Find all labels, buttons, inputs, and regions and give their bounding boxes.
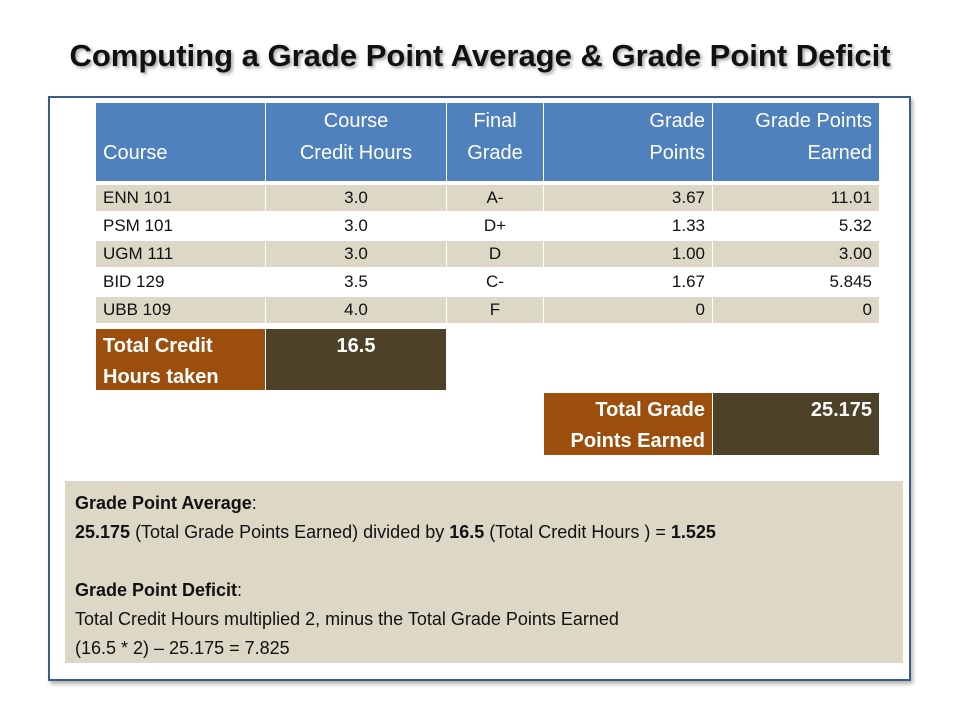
cell-course: UBB 109 xyxy=(96,297,265,323)
gpa-heading-line: Grade Point Average: xyxy=(75,493,257,513)
cell-course: ENN 101 xyxy=(96,185,265,211)
total-points-label: Total Grade Points Earned xyxy=(544,393,712,455)
cell-credit-hours: 3.0 xyxy=(266,185,446,211)
cell-course: UGM 111 xyxy=(96,241,265,267)
cell-grade-points: 3.67 xyxy=(544,185,712,211)
cell-grade-points: 1.67 xyxy=(544,269,712,295)
cell-grade-points-earned: 11.01 xyxy=(713,185,879,211)
cell-final-grade: D+ xyxy=(447,213,543,239)
header-grade-points: Grade Points xyxy=(544,103,712,181)
cell-grade-points-earned: 5.32 xyxy=(713,213,879,239)
cell-course: PSM 101 xyxy=(96,213,265,239)
page-title: Computing a Grade Point Average & Grade Point Deficit xyxy=(69,38,891,73)
deficit-description-line: Total Credit Hours multiplied 2, minus the Total Grade Points Earned xyxy=(75,609,619,629)
cell-grade-points-earned: 0 xyxy=(713,297,879,323)
header-course: Course xyxy=(96,103,265,181)
cell-grade-points-earned: 5.845 xyxy=(713,269,879,295)
deficit-formula-line: (16.5 * 2) – 25.175 = 7.825 xyxy=(75,638,290,658)
explanation-box xyxy=(65,481,903,663)
cell-final-grade: C- xyxy=(447,269,543,295)
cell-credit-hours: 4.0 xyxy=(266,297,446,323)
deficit-heading-line: Grade Point Deficit: xyxy=(75,580,243,600)
total-credit-value: 16.5 xyxy=(266,329,446,390)
header-final-grade: Final Grade xyxy=(447,103,543,181)
cell-grade-points-earned: 3.00 xyxy=(713,241,879,267)
cell-course: BID 129 xyxy=(96,269,265,295)
header-grade-points-earned: Grade Points Earned xyxy=(713,103,879,181)
header-credit-hours: Course Credit Hours xyxy=(266,103,446,181)
cell-final-grade: A- xyxy=(447,185,543,211)
cell-grade-points: 0 xyxy=(544,297,712,323)
cell-grade-points: 1.33 xyxy=(544,213,712,239)
cell-credit-hours: 3.5 xyxy=(266,269,446,295)
gpa-formula-line: 25.175 (Total Grade Points Earned) divided by 16.5 (Total Credit Hours ) = 1.525 xyxy=(75,522,716,542)
total-credit-label: Total Credit Hours taken xyxy=(96,329,265,390)
cell-final-grade: F xyxy=(447,297,543,323)
cell-credit-hours: 3.0 xyxy=(266,213,446,239)
cell-grade-points: 1.00 xyxy=(544,241,712,267)
cell-final-grade: D xyxy=(447,241,543,267)
total-points-value: 25.175 xyxy=(713,393,879,455)
cell-credit-hours: 3.0 xyxy=(266,241,446,267)
